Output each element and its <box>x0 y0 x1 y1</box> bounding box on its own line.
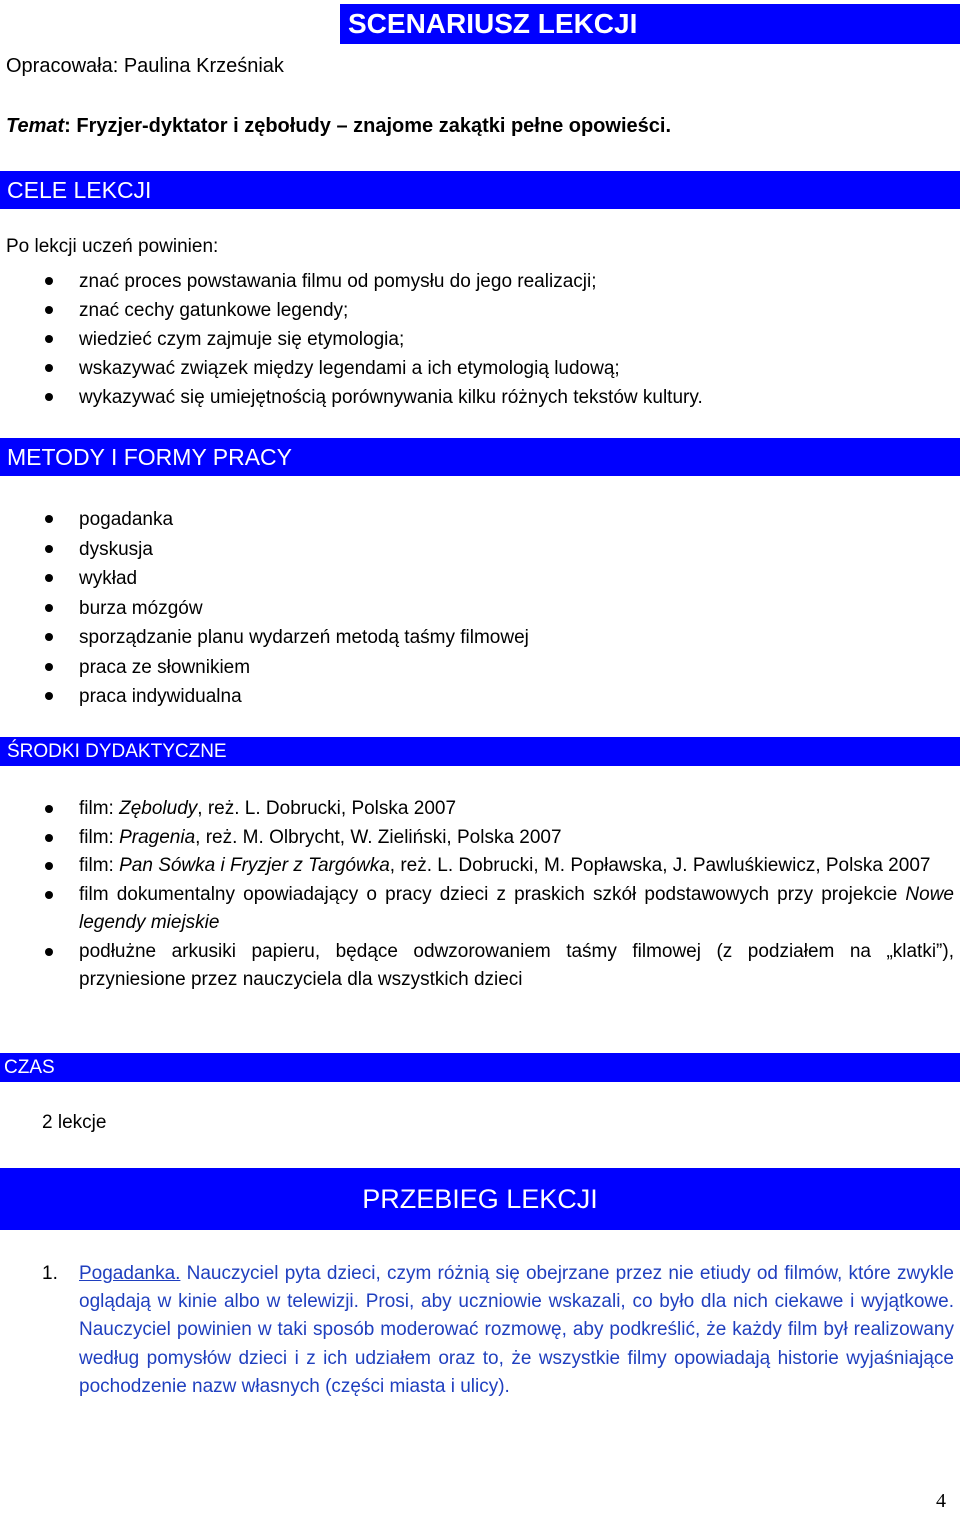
topic-text: : Fryzjer-dyktator i zębołudy – znajome zakątki pełne opowieści. <box>64 115 671 137</box>
aids-list <box>0 795 960 995</box>
step-text: Nauczyciel pyta dzieci, czym różnią się obejrzane przez nie etiudy od filmów, które zwykle oglądają w kinie albo w telewizji. Prosi, aby uczniowie wskazali, co było dla nich ciekawe i wyjątkowe. Nauczyciel powinien w taki sposób moderować rozmowę, aby podkreślić, że każdy film był realizowany według pomysłów dzieci i z ich udziałem oraz to, że wszystkie filmy opowiadają historie wyjaśniające pochodzenie nazw własnych (części miasta i ulicy). <box>79 1263 954 1397</box>
list-item: film: Pan Sówka i Fryzjer z Targówka, reż. L. Dobrucki, M. Popławska, J. Pawluśkiewicz, Polska 2007 <box>0 852 960 881</box>
section-bar-aids <box>0 737 960 766</box>
section-bar-time <box>0 1053 960 1082</box>
bullet-icon <box>45 692 53 700</box>
page-title: SCENARIUSZ LEKCJI <box>348 8 638 39</box>
list-item: wskazywać związek między legendami a ich etymologią ludową; <box>0 354 960 383</box>
step-number: 1. <box>42 1263 58 1284</box>
bullet-icon <box>45 805 53 813</box>
section-heading-aids: ŚRODKI DYDAKTYCZNE <box>7 740 227 762</box>
topic-label: Temat <box>6 115 65 137</box>
bullet-icon <box>45 948 53 956</box>
list-item: znać proces powstawania filmu od pomysłu do jego realizacji; <box>0 267 960 296</box>
list-item: pogadanka <box>0 505 960 535</box>
list-item: sporządzanie planu wydarzeń metodą taśmy filmowej <box>0 623 960 653</box>
bullet-icon <box>45 633 53 641</box>
list-item: praca indywidualna <box>0 682 960 712</box>
list-item: praca ze słownikiem <box>0 653 960 683</box>
section-bar-methods <box>0 438 960 476</box>
list-item: film dokumentalny opowiadający o pracy dzieci z praskich szkół podstawowych przy projekcie Nowe legendy miejskie <box>0 881 960 938</box>
page-number: 4 <box>936 1490 946 1512</box>
course-step-1 <box>0 1260 960 1401</box>
bullet-icon <box>45 335 53 343</box>
time-value: 2 lekcje <box>42 1112 107 1133</box>
section-bar-course <box>0 1168 960 1230</box>
methods-list <box>0 505 960 712</box>
goals-intro: Po lekcji uczeń powinien: <box>6 236 219 257</box>
bullet-icon <box>45 574 53 582</box>
goals-list <box>0 267 960 412</box>
list-item: dyskusja <box>0 535 960 565</box>
bullet-icon <box>45 663 53 671</box>
section-bar-goals <box>0 171 960 209</box>
section-heading-goals: CELE LEKCJI <box>7 176 152 203</box>
bullet-icon <box>45 834 53 842</box>
section-heading-time: CZAS <box>4 1056 55 1078</box>
bullet-icon <box>45 545 53 553</box>
list-item: znać cechy gatunkowe legendy; <box>0 296 960 325</box>
bullet-icon <box>45 306 53 314</box>
bullet-icon <box>45 277 53 285</box>
title-bar <box>340 4 960 44</box>
list-item: wykład <box>0 564 960 594</box>
bullet-icon <box>45 862 53 870</box>
bullet-icon <box>45 515 53 523</box>
bullet-icon <box>45 364 53 372</box>
list-item: film: Zęboludy, reż. L. Dobrucki, Polska 2007 <box>0 795 960 824</box>
author-line: Opracowała: Paulina Krześniak <box>6 55 284 77</box>
list-item: podłużne arkusiki papieru, będące odwzorowaniem taśmy filmowej (z podziałem na „klatki”), przyniesione przez nauczyciela dla wszystkich dzieci <box>0 938 960 995</box>
section-heading-methods: METODY I FORMY PRACY <box>7 443 292 470</box>
bullet-icon <box>45 393 53 401</box>
section-heading-course: PRZEBIEG LEKCJI <box>362 1183 598 1214</box>
list-item: burza mózgów <box>0 594 960 624</box>
list-item: film: Pragenia, reż. M. Olbrycht, W. Zieliński, Polska 2007 <box>0 824 960 853</box>
bullet-icon <box>45 891 53 899</box>
topic-line <box>6 115 671 138</box>
list-item: wykazywać się umiejętnością porównywania kilku różnych tekstów kultury. <box>0 383 960 412</box>
bullet-icon <box>45 604 53 612</box>
step-label: Pogadanka. <box>79 1263 181 1284</box>
list-item: wiedzieć czym zajmuje się etymologia; <box>0 325 960 354</box>
